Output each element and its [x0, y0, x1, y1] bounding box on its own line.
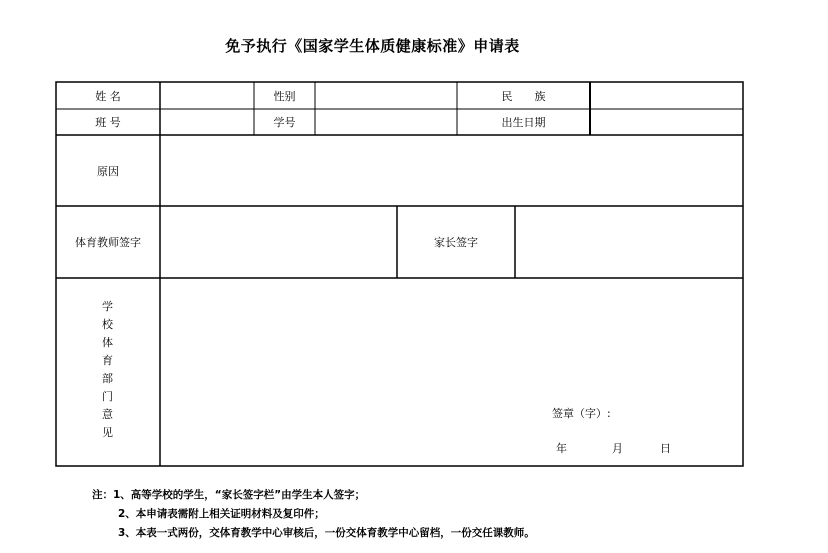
class-number-label: 班 号	[95, 116, 121, 129]
vertical-char: 意	[102, 408, 113, 421]
footnotes	[92, 486, 535, 543]
year-label: 年	[556, 442, 567, 455]
name-field[interactable]	[160, 82, 254, 109]
vertical-char: 育	[102, 354, 113, 367]
vertical-char: 见	[102, 426, 113, 439]
pe-teacher-signature-field[interactable]	[160, 206, 397, 278]
reason-label: 原因	[97, 164, 119, 178]
name-label: 姓 名	[95, 89, 121, 103]
vertical-char: 部	[102, 372, 113, 385]
student-number-field[interactable]	[315, 109, 457, 135]
parent-signature-field[interactable]	[515, 206, 743, 278]
student-number-label: 学号	[273, 116, 296, 129]
note-item: 3、本表一式两份，交体育教学中心审核后，一份交体育教学中心留档，一份交任课教师。	[118, 527, 535, 539]
seal-signature-label: 签章（字）:	[552, 407, 611, 420]
note-item: 2、本申请表需附上相关证明材料及复印件；	[118, 508, 325, 520]
day-label: 日	[660, 442, 671, 455]
gender-label: 性别	[273, 89, 296, 103]
note-item: 注：1、高等学校的学生，“家长签字栏”由学生本人签字；	[92, 489, 366, 501]
ethnicity-label: 民 族	[501, 89, 546, 103]
birth-date-field[interactable]	[590, 109, 743, 135]
school-pe-department-opinion-label	[55, 298, 160, 442]
vertical-char: 校	[102, 318, 113, 331]
vertical-char: 体	[102, 336, 113, 349]
birth-date-label: 出生日期	[501, 116, 546, 129]
vertical-char: 学	[102, 300, 113, 313]
month-label: 月	[612, 442, 623, 455]
parent-signature-label: 家长签字	[434, 236, 478, 249]
class-number-field[interactable]	[160, 109, 254, 135]
ethnicity-field[interactable]	[590, 82, 743, 109]
form-title: 免予执行《国家学生体质健康标准》申请表	[225, 37, 520, 55]
gender-field[interactable]	[315, 82, 457, 109]
reason-field[interactable]	[160, 135, 743, 206]
date-row	[556, 440, 671, 456]
pe-teacher-signature-label: 体育教师签字	[75, 236, 141, 249]
vertical-char: 门	[102, 390, 113, 403]
school-pe-department-opinion-field[interactable]	[160, 278, 743, 398]
